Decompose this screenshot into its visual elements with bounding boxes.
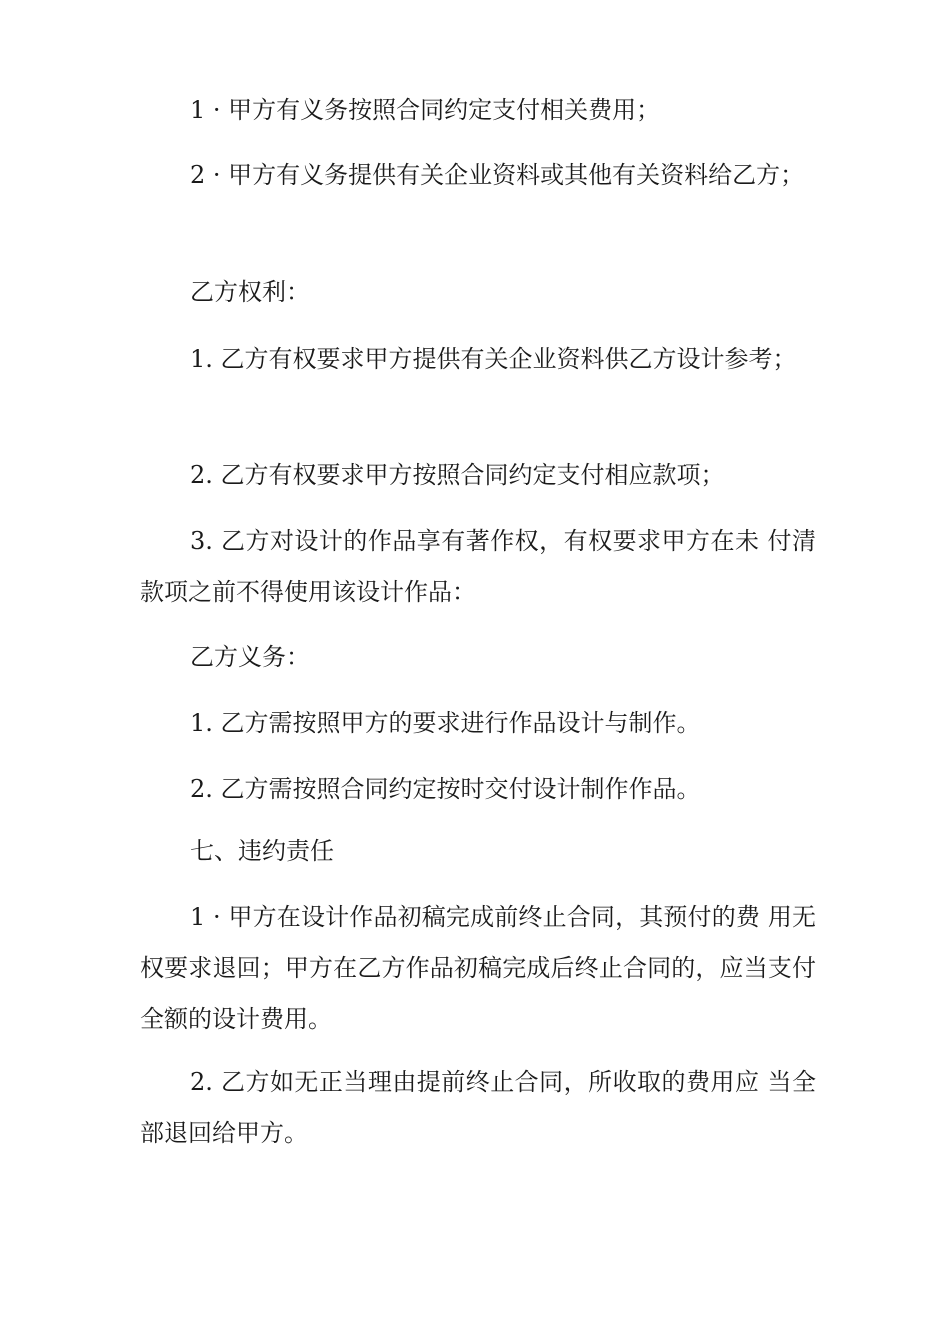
paragraph-party-a-duty-2: 2 · 甲方有义务提供有关企业资料或其他有关资料给乙方； bbox=[190, 161, 805, 189]
paragraph-party-b-right-3: 3. 乙方对设计的作品享有著作权，有权要求甲方在未 付清款项之前不得使用该设计作品： bbox=[140, 527, 816, 606]
heading-party-b-duties: 乙方义务： bbox=[190, 643, 310, 671]
paragraph-breach-1: 1 · 甲方在设计作品初稿完成前终止合同，其预付的费 用无权要求退回；甲方在乙方作品初稿完成后终止合同的，应当支付全额的设计费用。 bbox=[140, 903, 816, 1033]
paragraph-party-b-duty-2: 2. 乙方需按照合同约定按时交付设计制作作品。 bbox=[190, 775, 701, 803]
heading-breach-liability: 七、违约责任 bbox=[190, 837, 334, 865]
heading-party-b-rights: 乙方权利： bbox=[190, 278, 310, 306]
paragraph-breach-2: 2. 乙方如无正当理由提前终止合同，所收取的费用应 当全部退回给甲方。 bbox=[140, 1068, 816, 1147]
paragraph-party-a-duty-1: 1 · 甲方有义务按照合同约定支付相关费用； bbox=[190, 96, 661, 124]
paragraph-party-b-right-1: 1. 乙方有权要求甲方提供有关企业资料供乙方设计参考； bbox=[190, 345, 797, 373]
paragraph-party-b-duty-1: 1. 乙方需按照甲方的要求进行作品设计与制作。 bbox=[190, 709, 701, 737]
paragraph-party-b-right-2: 2. 乙方有权要求甲方按照合同约定支付相应款项； bbox=[190, 461, 725, 489]
